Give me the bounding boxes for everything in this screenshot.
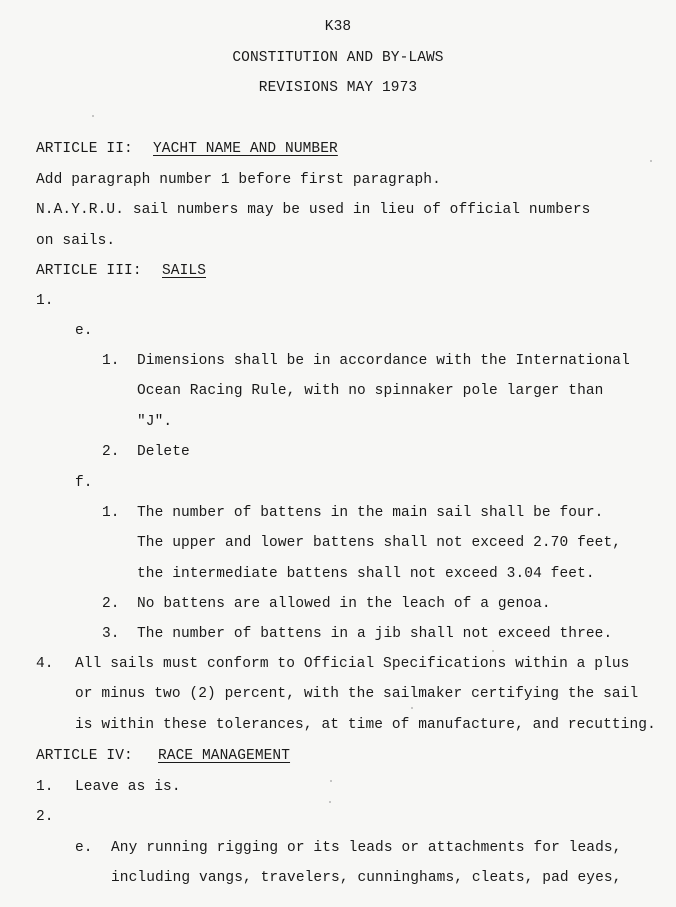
article-3-label: ARTICLE III:	[36, 263, 142, 279]
item-text-line: The upper and lower battens shall not exceed 2.70 feet,	[137, 535, 622, 551]
scan-speck	[492, 650, 494, 652]
section-number: 1.	[36, 779, 54, 795]
subsection-text-line: including vangs, travelers, cunninghams, cleats, pad eyes,	[111, 870, 622, 886]
section-text-line: or minus two (2) percent, with the sailmaker certifying the sail	[75, 686, 639, 702]
item-text-line: The number of battens in the main sail shall be four.	[137, 505, 604, 521]
document-title: CONSTITUTION AND BY-LAWS	[232, 50, 444, 66]
section-text-line: is within these tolerances, at time of manufacture, and recutting.	[75, 717, 656, 733]
article-2-heading: YACHT NAME AND NUMBER	[153, 141, 338, 157]
item-text-line: Delete	[137, 444, 190, 460]
item-text-line: The number of battens in a jib shall not exceed three.	[137, 626, 613, 642]
scan-speck	[330, 780, 332, 782]
section-number: 1.	[36, 293, 54, 309]
subsection-letter: e.	[75, 323, 93, 339]
item-text-line: the intermediate battens shall not exceed 3.04 feet.	[137, 566, 595, 582]
item-text-line: "J".	[137, 414, 173, 430]
item-text-line: Ocean Racing Rule, with no spinnaker pole larger than	[137, 383, 604, 399]
scan-speck	[329, 801, 331, 803]
scan-speck	[650, 160, 652, 162]
item-number: 2.	[102, 596, 120, 612]
scan-speck	[411, 707, 413, 709]
item-number: 3.	[102, 626, 120, 642]
section-text-line: Leave as is.	[75, 779, 181, 795]
item-number: 1.	[102, 505, 120, 521]
item-number: 1.	[102, 353, 120, 369]
article-2-line: N.A.Y.R.U. sail numbers may be used in lieu of official numbers	[36, 202, 591, 218]
article-4-heading: RACE MANAGEMENT	[158, 748, 291, 764]
item-text-line: No battens are allowed in the leach of a genoa.	[137, 596, 551, 612]
item-text-line: Dimensions shall be in accordance with the International	[137, 353, 630, 369]
article-3-heading: SAILS	[162, 263, 207, 279]
article-2-line: Add paragraph number 1 before first paragraph.	[36, 172, 441, 188]
scan-speck	[92, 115, 94, 117]
subsection-letter: e.	[75, 840, 93, 856]
article-2-label: ARTICLE II:	[36, 141, 133, 157]
article-4-label: ARTICLE IV:	[36, 748, 133, 764]
section-number: 2.	[36, 809, 54, 825]
article-2-line: on sails.	[36, 233, 116, 249]
section-number: 4.	[36, 656, 54, 672]
subsection-text-line: Any running rigging or its leads or attachments for leads,	[111, 840, 622, 856]
document-code: K38	[324, 19, 352, 35]
document-subtitle: REVISIONS MAY 1973	[258, 80, 418, 96]
section-text-line: All sails must conform to Official Specifications within a plus	[75, 656, 630, 672]
subsection-letter: f.	[75, 475, 93, 491]
item-number: 2.	[102, 444, 120, 460]
